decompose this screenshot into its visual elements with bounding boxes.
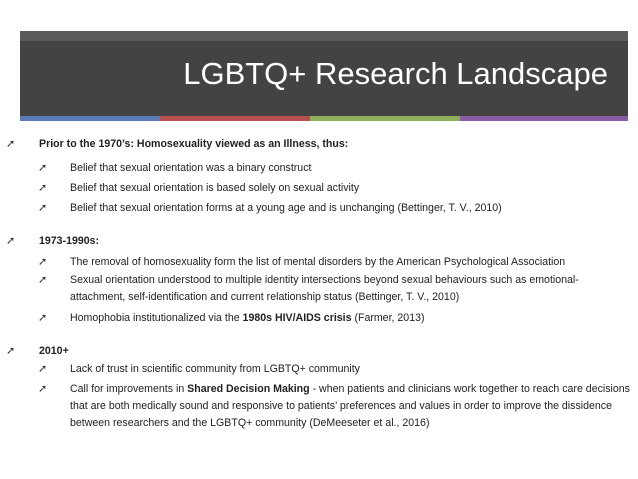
list-item-emphasis: Shared Decision Making bbox=[187, 383, 310, 395]
slide-title: LGBTQ+ Research Landscape bbox=[183, 56, 608, 91]
arrow-up-right-icon: ➚ bbox=[6, 345, 16, 357]
arrow-up-right-icon: ➚ bbox=[38, 383, 48, 395]
arrow-up-right-icon: ➚ bbox=[38, 202, 48, 214]
list-item: Belief that sexual orientation forms at a young age and is unchanging (Bettinger, T. V., 2010) bbox=[70, 202, 502, 214]
arrow-up-right-icon: ➚ bbox=[38, 274, 48, 286]
arrow-up-right-icon: ➚ bbox=[38, 162, 48, 174]
section-heading: 1973-1990s: bbox=[39, 235, 100, 247]
arrow-up-right-icon: ➚ bbox=[6, 138, 16, 150]
list-item: Belief that sexual orientation is based solely on sexual activity bbox=[70, 182, 360, 194]
section-heading: Prior to the 1970’s: Homosexuality viewed as an Illness, thus: bbox=[39, 138, 349, 150]
arrow-up-right-icon: ➚ bbox=[6, 235, 16, 247]
list-item: Belief that sexual orientation was a binary construct bbox=[70, 162, 312, 174]
list-item: The removal of homosexuality form the list of mental disorders by the American Psychological Association bbox=[70, 256, 566, 268]
list-item bbox=[70, 381, 632, 432]
arrow-up-right-icon: ➚ bbox=[38, 312, 48, 324]
list-item: Sexual orientation understood to multiple identity intersections beyond sexual behaviours such as emotional-attachment, self-identification and current relationship status (Bettinger, T. V., 2010) bbox=[70, 274, 579, 303]
list-item: Lack of trust in scientific community from LGBTQ+ community bbox=[70, 363, 360, 375]
section-heading: 2010+ bbox=[39, 345, 69, 357]
arrow-up-right-icon: ➚ bbox=[38, 256, 48, 268]
list-item-emphasis: 1980s HIV/AIDS crisis bbox=[242, 312, 352, 324]
arrow-up-right-icon: ➚ bbox=[38, 363, 48, 375]
arrow-up-right-icon: ➚ bbox=[38, 182, 48, 194]
list-item-text: - when patients and clinicians work together to reach care decisions that are both medically sound and responsive to patients’ preferences and values in order to improve the dissidence between researchers and the LGBTQ+ community (DeMeeseter et al., 2016) bbox=[70, 383, 630, 429]
list-item bbox=[70, 310, 632, 327]
list-item-text: (Farmer, 2013) bbox=[351, 312, 425, 324]
list-item-text: Homophobia institutionalized via the bbox=[70, 312, 243, 324]
list-item-text: Call for improvements in bbox=[70, 383, 188, 395]
